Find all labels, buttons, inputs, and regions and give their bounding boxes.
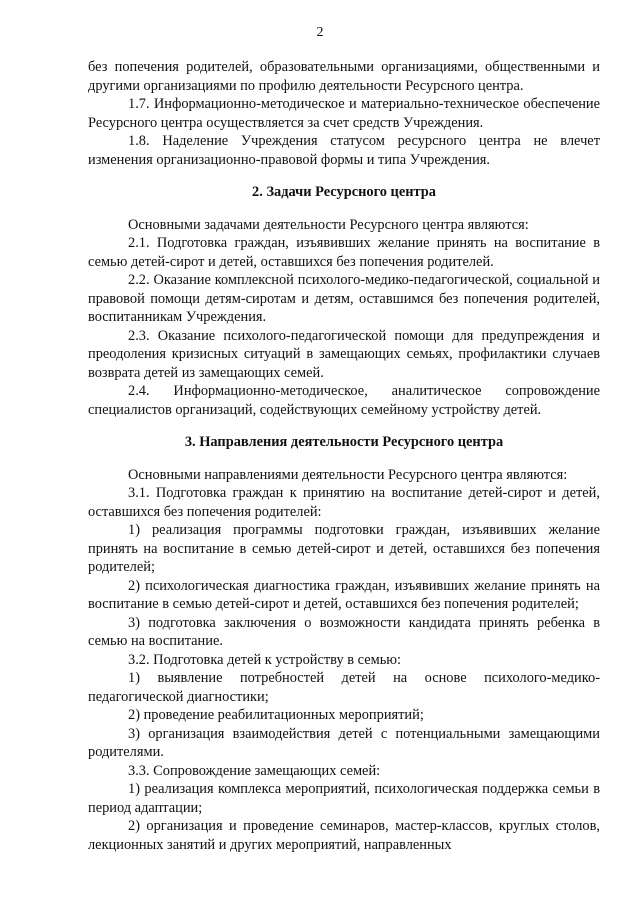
document-body	[88, 58, 600, 854]
list-item: 2) организация и проведение семинаров, мастер-классов, круглых столов, лекционных занятий и других мероприятий, направленных	[88, 818, 600, 853]
paragraph: 1.8. Наделение Учреждения статусом ресурсного центра не влечет изменения организационно-правовой формы и типа Учреждения.	[88, 133, 600, 168]
paragraph: 3.1. Подготовка граждан к принятию на воспитание детей-сирот и детей, оставшихся без попечения родителей:	[88, 485, 600, 520]
list-item: 2) психологическая диагностика граждан, изъявивших желание принять на воспитание в семью детей-сирот и детей, оставшихся без попечения родителей;	[88, 577, 600, 612]
paragraph: 2.2. Оказание комплексной психолого-медико-педагогической, социальной и правовой помощи детям-сиротам и детям, оставшимся без попечения родителей, воспитанникам Учреждения.	[88, 272, 600, 325]
list-item: 1) выявление потребностей детей на основе психолого-медико-педагогической диагностики;	[88, 670, 600, 705]
paragraph: без попечения родителей, образовательными организациями, общественными и другими организациями по профилю деятельности Ресурсного центра.	[88, 59, 600, 94]
list-item: 2) проведение реабилитационных мероприятий;	[128, 707, 424, 723]
paragraph: 3.2. Подготовка детей к устройству в семью:	[128, 651, 402, 668]
paragraph: 2.3. Оказание психолого-педагогической помощи для предупреждения и преодоления кризисных ситуаций в замещающих семьях, профилактики случаев возврата детей из замещающих семей.	[88, 327, 600, 381]
section-heading: 3. Направления деятельности Ресурсного центра	[184, 434, 504, 450]
page-number: 2	[316, 25, 324, 40]
paragraph: Основными направлениями деятельности Ресурсного центра являются:	[128, 466, 568, 483]
paragraph: 2.4. Информационно-методическое, аналитическое сопровождение специалистов организаций, содействующих семейному устройству детей.	[88, 383, 600, 418]
list-item: 3) подготовка заключения о возможности кандидата принять ребенка в семью на воспитание.	[88, 614, 600, 649]
paragraph: Основными задачами деятельности Ресурсного центра являются:	[128, 216, 529, 233]
paragraph: 2.1. Подготовка граждан, изъявивших желание принять на воспитание в семью детей-сирот и детей, оставшихся без попечения родителей.	[88, 235, 600, 270]
list-item: 1) реализация программы подготовки граждан, изъявивших желание принять на воспитание в семью детей-сирот и детей, оставшихся без попечения родителей;	[88, 522, 600, 575]
paragraph: 3.3. Сопровождение замещающих семей:	[128, 762, 381, 779]
paragraph: 1.7. Информационно-методическое и материально-техническое обеспечение Ресурсного центра осуществляется за счет средств Учреждения.	[88, 96, 600, 131]
list-item: 3) организация взаимодействия детей с потенциальными замещающими родителями.	[88, 725, 600, 760]
section-heading: 2. Задачи Ресурсного центра	[252, 184, 436, 200]
list-item: 1) реализация комплекса мероприятий, психологическая поддержка семьи в период адаптации;	[88, 781, 600, 816]
